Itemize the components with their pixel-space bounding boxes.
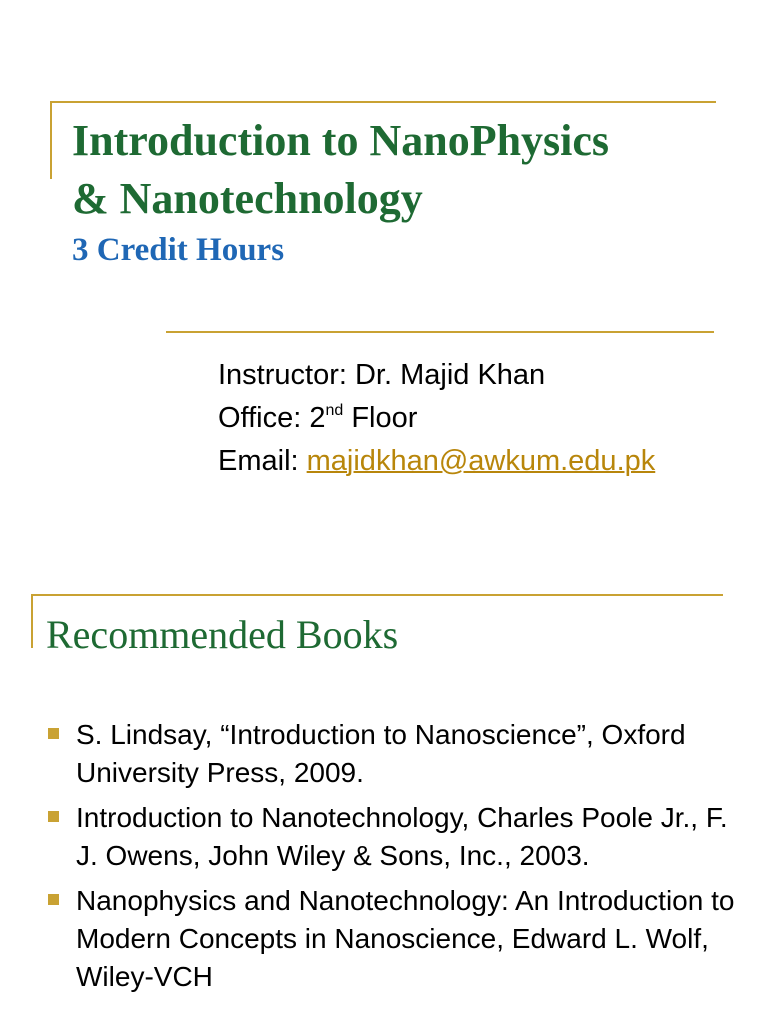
left-rule (31, 594, 33, 648)
books-slide (0, 560, 768, 1024)
course-title (72, 112, 609, 228)
course-title-line-1: Introduction to NanoPhysics (72, 116, 610, 165)
course-title-line-2: & Nanotechnology (72, 174, 423, 223)
square-bullet-icon (48, 894, 59, 905)
list-item (44, 882, 744, 996)
section-title: Recommended Books (46, 612, 399, 657)
instructor-info (218, 354, 655, 483)
list-item (44, 716, 744, 792)
middle-rule (166, 331, 714, 333)
book-entry: Nanophysics and Nanotechnology: An Introduction to Modern Concepts in Nanoscience, Edward L. Wolf, Wiley-VCH (76, 885, 735, 992)
book-entry: Introduction to Nanotechnology, Charles Poole Jr., F. J. Owens, John Wiley & Sons, Inc., 2003. (76, 802, 728, 871)
instructor-name: Instructor: Dr. Majid Khan (218, 359, 546, 391)
top-rule (31, 594, 723, 596)
office-location: Office: 2nd Floor (218, 402, 418, 434)
email-row (218, 440, 655, 483)
book-list (44, 716, 744, 1003)
ordinal-suffix: nd (325, 402, 344, 419)
top-rule (50, 101, 716, 103)
email-label: Email: (218, 445, 307, 477)
list-item (44, 799, 744, 875)
credit-hours: 3 Credit Hours (72, 232, 285, 268)
square-bullet-icon (48, 728, 59, 739)
email-link[interactable]: majidkhan@awkum.edu.pk (306, 445, 656, 477)
square-bullet-icon (48, 811, 59, 822)
book-entry: S. Lindsay, “Introduction to Nanoscience”, Oxford University Press, 2009. (76, 719, 686, 788)
left-rule (50, 101, 52, 179)
